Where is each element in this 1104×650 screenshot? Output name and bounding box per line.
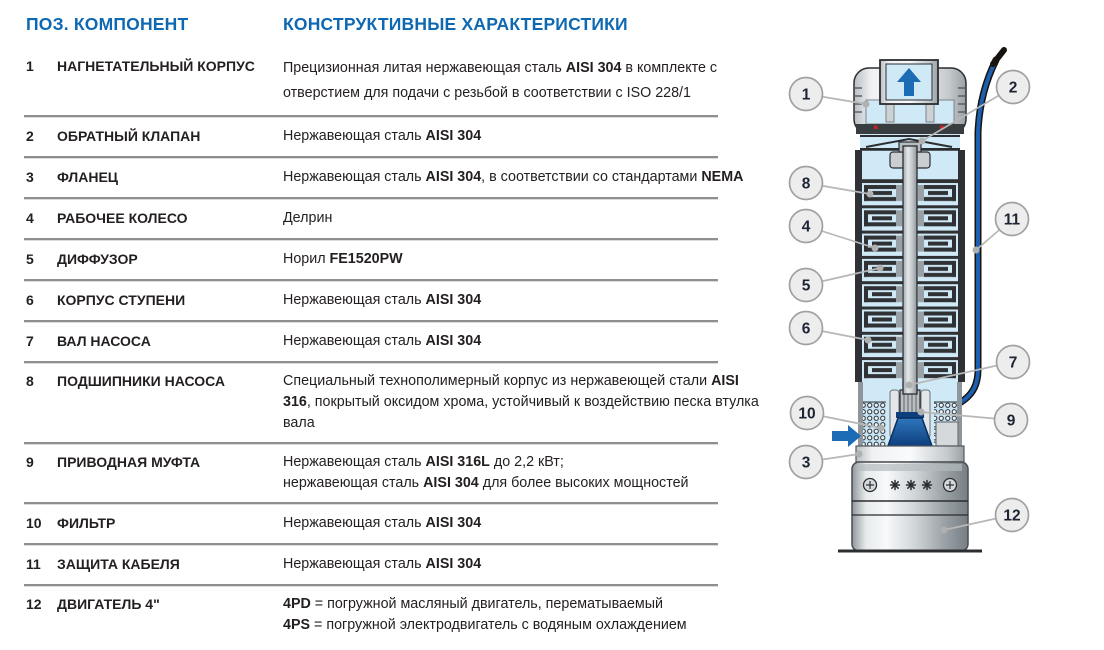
row-name: КОРПУС СТУПЕНИ bbox=[57, 292, 186, 308]
svg-text:12: 12 bbox=[1003, 507, 1021, 525]
row-name: ПОДШИПНИКИ НАСОСА bbox=[57, 373, 225, 389]
table-row bbox=[24, 322, 718, 363]
row-desc: Нержавеющая сталь AISI 304 bbox=[283, 128, 482, 144]
callout-4 bbox=[790, 210, 823, 243]
row-name: РАБОЧЕЕ КОЛЕСО bbox=[57, 210, 188, 226]
discharge-head-graphic bbox=[854, 60, 966, 134]
row-name: ЗАЩИТА КАБЕЛЯ bbox=[57, 556, 180, 572]
svg-text:10: 10 bbox=[798, 405, 816, 423]
callout-12 bbox=[996, 499, 1029, 532]
row-name: ФЛАНЕЦ bbox=[57, 169, 119, 185]
row-name: ПРИВОДНАЯ МУФТА bbox=[57, 454, 201, 470]
header-pos-component: ПОЗ. КОМПОНЕНТ bbox=[26, 14, 189, 34]
row-pos: 12 bbox=[26, 596, 42, 612]
row-desc: Нержавеющая сталь AISI 304 bbox=[283, 333, 482, 349]
row-desc: Нержавеющая сталь AISI 304 bbox=[283, 292, 482, 308]
row-desc: Норил FE1520PW bbox=[283, 251, 403, 267]
table-row bbox=[24, 117, 718, 158]
svg-text:2: 2 bbox=[1008, 79, 1018, 97]
table-row bbox=[24, 545, 718, 586]
table-header bbox=[24, 12, 718, 49]
callout-11 bbox=[996, 203, 1029, 236]
callout-8 bbox=[790, 167, 823, 200]
row-pos: 2 bbox=[26, 128, 34, 144]
table-row bbox=[24, 504, 718, 545]
svg-text:1: 1 bbox=[801, 86, 811, 104]
pump-diagram bbox=[782, 38, 1104, 650]
svg-text:11: 11 bbox=[1003, 211, 1021, 229]
svg-text:7: 7 bbox=[1008, 354, 1018, 372]
table-row bbox=[24, 199, 718, 240]
row-desc: Нержавеющая сталь AISI 304 bbox=[283, 556, 482, 572]
table-row bbox=[24, 281, 718, 322]
row-desc: Делрин bbox=[283, 210, 333, 226]
callout-1 bbox=[790, 78, 823, 111]
svg-text:8: 8 bbox=[801, 175, 811, 193]
svg-text:6: 6 bbox=[801, 320, 811, 338]
callout-5 bbox=[790, 269, 823, 302]
row-pos: 5 bbox=[26, 251, 34, 267]
motor-screw-icon bbox=[864, 479, 877, 492]
row-name: ОБРАТНЫЙ КЛАПАН bbox=[57, 128, 201, 144]
motor-graphic bbox=[838, 446, 982, 551]
row-pos: 3 bbox=[26, 169, 34, 185]
row-desc: Нержавеющая сталь AISI 304 bbox=[283, 515, 482, 531]
svg-text:4: 4 bbox=[801, 218, 811, 236]
row-pos: 11 bbox=[26, 556, 41, 572]
callout-2 bbox=[997, 71, 1030, 104]
table-row bbox=[24, 158, 744, 199]
row-pos: 8 bbox=[26, 373, 34, 389]
svg-text:5: 5 bbox=[801, 277, 811, 295]
svg-text:3: 3 bbox=[801, 454, 811, 472]
callout-7 bbox=[997, 346, 1030, 379]
row-name: ДВИГАТЕЛЬ 4" bbox=[57, 596, 160, 612]
callout-6 bbox=[790, 312, 823, 345]
row-pos: 1 bbox=[26, 58, 34, 74]
header-characteristics: КОНСТРУКТИВНЫЕ ХАРАКТЕРИСТИКИ bbox=[283, 14, 628, 34]
row-pos: 10 bbox=[26, 515, 42, 531]
table-row bbox=[24, 444, 718, 504]
row-pos: 6 bbox=[26, 292, 34, 308]
callout-9 bbox=[995, 404, 1028, 437]
flow-in-arrow-icon bbox=[832, 425, 861, 447]
row-pos: 4 bbox=[26, 210, 34, 226]
components-table bbox=[24, 12, 759, 644]
row-desc: Нержавеющая сталь AISI 316L до 2,2 кВт; нержавеющая сталь AISI 304 для более высоких мощностей bbox=[283, 454, 689, 491]
callout-10 bbox=[791, 397, 824, 430]
svg-text:9: 9 bbox=[1006, 412, 1016, 430]
row-desc: 4PD = погружной масляный двигатель, перематываемый 4PS = погружной электродвигатель с водяным охлаждением bbox=[283, 596, 687, 633]
row-pos: 9 bbox=[26, 454, 34, 470]
table-row bbox=[24, 240, 718, 281]
row-name: ВАЛ НАСОСА bbox=[57, 333, 151, 349]
row-pos: 7 bbox=[26, 333, 34, 349]
row-desc: Прецизионная литая нержавеющая сталь AISI 304 в комплекте с отверстием для подачи с резьбой в соответствии с ISO 228/1 bbox=[283, 60, 718, 101]
callout-3 bbox=[790, 446, 823, 479]
row-desc: Специальный технополимерный корпус из нержавеющей стали AISI 316, покрытый оксидом хрома, устойчивый к воздействию песка втулка вала bbox=[283, 373, 759, 431]
table-row bbox=[24, 586, 718, 644]
row-desc: Нержавеющая сталь AISI 304, в соответствии со стандартами NEMA bbox=[283, 169, 744, 185]
table-row bbox=[24, 363, 759, 444]
row-name: ФИЛЬТР bbox=[57, 515, 116, 531]
motor-screw-icon bbox=[944, 479, 957, 492]
row-name: ДИФФУЗОР bbox=[57, 251, 138, 267]
row-name: НАГНЕТАТЕЛЬНЫЙ КОРПУС bbox=[57, 58, 255, 74]
table-row bbox=[24, 49, 718, 117]
